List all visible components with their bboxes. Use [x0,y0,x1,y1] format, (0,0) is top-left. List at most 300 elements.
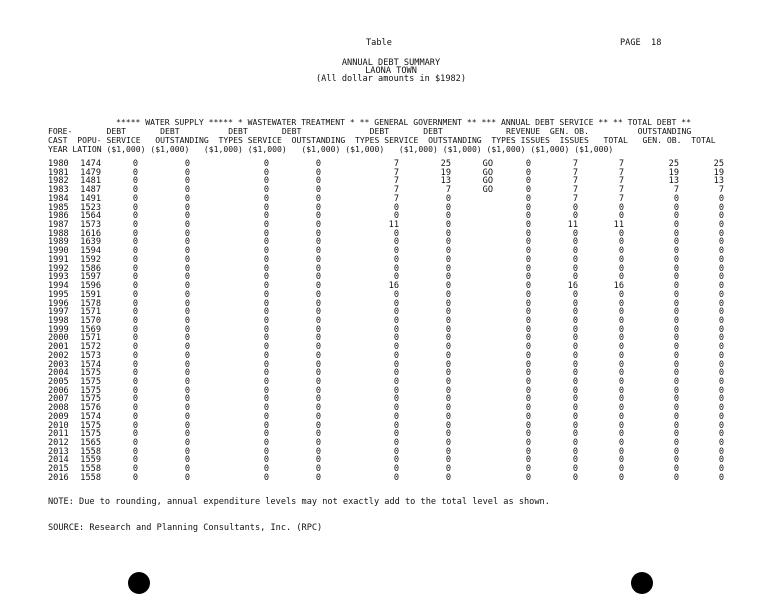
cell-total-debt-gen-ob: 13 [668,176,679,187]
cell-gengov-debt-outstanding: 0 [445,333,451,344]
cell-gengov-debt-service: 0 [393,342,399,353]
cell-wastewater-debt-service: 0 [263,411,269,422]
cell-year: 1997 [48,307,69,318]
cell-wastewater-debt-outstanding: 0 [315,159,321,169]
cell-wastewater-debt-service: 0 [263,446,269,457]
cell-wastewater-debt-outstanding: 0 [315,403,321,414]
cell-wastewater-debt-service: 0 [263,429,269,440]
cell-gen-ob-issues: 11 [567,220,578,231]
table-row [0,404,782,413]
cell-year: 2015 [48,464,69,475]
cell-total-debt-total: 0 [718,237,724,248]
cell-gengov-debt-outstanding: 0 [445,324,451,335]
cell-wastewater-debt-service: 0 [263,211,269,222]
cell-revenue-issues: 0 [525,446,531,457]
cell-gengov-debt-service: 0 [393,263,399,274]
cell-gen-ob-issues: 0 [572,263,578,274]
cell-year: 2004 [48,368,69,379]
cell-total-debt-gen-ob: 0 [673,359,679,370]
cell-annual-total: 0 [618,368,624,379]
cell-water-debt-service: 0 [132,342,138,353]
table-row [0,204,782,213]
cell-revenue-issues: 0 [525,359,531,370]
cell-year: 1992 [48,263,69,274]
cell-gengov-debt-service: 0 [393,307,399,318]
cell-wastewater-debt-outstanding: 0 [315,420,321,431]
cell-total-debt-gen-ob: 0 [673,411,679,422]
cell-water-debt-outstanding: 0 [184,368,190,379]
cell-year: 2001 [48,342,69,353]
cell-year: 1988 [48,228,69,239]
cell-water-debt-outstanding: 0 [184,385,190,396]
table-row [0,195,782,204]
cell-water-debt-outstanding: 0 [184,359,190,370]
cell-total-debt-gen-ob: 0 [673,429,679,440]
cell-gengov-debt-outstanding: 0 [445,193,451,204]
cell-year: 2013 [48,446,69,457]
binder-hole-right [631,572,653,594]
table-source: SOURCE: Research and Planning Consultants, Inc. (RPC) [48,523,323,533]
cell-gen-ob-issues: 0 [572,359,578,370]
cell-population: 1558 [80,446,101,457]
cell-population: 1597 [80,272,101,283]
cell-population: 1479 [80,167,101,178]
cell-wastewater-debt-outstanding: 0 [315,342,321,353]
table-row [0,160,782,169]
cell-year: 1993 [48,272,69,283]
cell-annual-total: 0 [618,211,624,222]
cell-water-debt-service: 0 [132,281,138,292]
cell-water-debt-service: 0 [132,411,138,422]
cell-annual-total: 7 [618,159,624,169]
cell-wastewater-debt-service: 0 [263,385,269,396]
cell-population: 1591 [80,289,101,300]
cell-total-debt-gen-ob: 0 [673,464,679,475]
cell-water-debt-service: 0 [132,350,138,361]
cell-total-debt-total: 0 [718,220,724,231]
cell-total-debt-total: 0 [718,446,724,457]
cell-total-debt-total: 0 [718,202,724,213]
column-header-line-3: YEAR LATION ($1,000) ($1,000) ($1,000) ($1,000) ($1,000) ($1,000) ($1,000) ($1,000) ($1,000) ($1,000) ($1,000) [48,144,614,154]
cell-year: 1980 [48,159,69,169]
cell-gengov-debt-outstanding: 0 [445,315,451,326]
cell-gengov-debt-outstanding: 0 [445,254,451,265]
cell-water-debt-service: 0 [132,464,138,475]
cell-gengov-debt-service: 0 [393,455,399,466]
cell-water-debt-outstanding: 0 [184,411,190,422]
cell-water-debt-service: 0 [132,429,138,440]
cell-year: 2014 [48,455,69,466]
cell-wastewater-debt-service: 0 [263,403,269,414]
cell-total-debt-total: 0 [718,193,724,204]
cell-year: 1987 [48,220,69,231]
cell-water-debt-service: 0 [132,324,138,335]
cell-wastewater-debt-service: 0 [263,289,269,300]
cell-wastewater-debt-outstanding: 0 [315,289,321,300]
cell-water-debt-outstanding: 0 [184,446,190,457]
cell-water-debt-service: 0 [132,420,138,431]
cell-year: 1986 [48,211,69,222]
column-header-line-1: FORE- DEBT DEBT DEBT DEBT DEBT DEBT REVENUE GEN. OB. OUTSTANDING [48,126,692,136]
cell-revenue-issues: 0 [525,350,531,361]
cell-gengov-debt-outstanding: 0 [445,403,451,414]
cell-wastewater-debt-service: 0 [263,220,269,231]
cell-annual-total: 7 [618,167,624,178]
cell-population: 1596 [80,281,101,292]
cell-annual-total: 7 [618,176,624,187]
cell-gengov-debt-service: 0 [393,403,399,414]
cell-population: 1573 [80,220,101,231]
table-row [0,291,782,300]
cell-revenue-issues: 0 [525,228,531,239]
cell-total-debt-gen-ob: 0 [673,246,679,257]
cell-year: 2012 [48,438,69,449]
cell-total-debt-total: 0 [718,272,724,283]
cell-year: 2000 [48,333,69,344]
cell-gengov-debt-outstanding: 0 [445,307,451,318]
cell-total-debt-gen-ob: 7 [673,185,679,196]
cell-gengov-debt-outstanding: 0 [445,385,451,396]
cell-annual-total: 0 [618,472,624,483]
cell-wastewater-debt-service: 0 [263,307,269,318]
cell-revenue-issues: 0 [525,307,531,318]
cell-wastewater-debt-service: 0 [263,254,269,265]
cell-annual-total: 0 [618,377,624,387]
cell-year: 1983 [48,185,69,196]
cell-total-debt-gen-ob: 0 [673,193,679,204]
cell-water-debt-outstanding: 0 [184,333,190,344]
cell-population: 1575 [80,385,101,396]
cell-gen-ob-issues: 0 [572,254,578,265]
table-row [0,177,782,186]
cell-wastewater-debt-outstanding: 0 [315,385,321,396]
cell-annual-total: 0 [618,359,624,370]
cell-water-debt-outstanding: 0 [184,429,190,440]
cell-year: 1991 [48,254,69,265]
cell-annual-total: 0 [618,272,624,283]
cell-total-debt-total: 0 [718,377,724,387]
cell-wastewater-debt-outstanding: 0 [315,333,321,344]
cell-total-debt-total: 0 [718,333,724,344]
table-row [0,247,782,256]
cell-revenue-issues: 0 [525,211,531,222]
cell-year: 1994 [48,281,69,292]
cell-gen-ob-issues: 0 [572,350,578,361]
cell-population: 1558 [80,464,101,475]
cell-total-debt-gen-ob: 0 [673,315,679,326]
cell-population: 1491 [80,193,101,204]
cell-total-debt-total: 0 [718,429,724,440]
cell-annual-total: 0 [618,228,624,239]
cell-water-debt-outstanding: 0 [184,350,190,361]
cell-wastewater-debt-service: 0 [263,176,269,187]
cell-annual-total: 0 [618,420,624,431]
cell-water-debt-outstanding: 0 [184,176,190,187]
cell-total-debt-total: 0 [718,464,724,475]
cell-gen-ob-issues: 0 [572,315,578,326]
cell-gengov-debt-outstanding: 0 [445,350,451,361]
cell-gengov-debt-service: 0 [393,472,399,483]
cell-revenue-issues: 0 [525,394,531,405]
cell-wastewater-debt-service: 0 [263,246,269,257]
cell-total-debt-gen-ob: 0 [673,403,679,414]
cell-gengov-types: GO [482,176,493,187]
cell-annual-total: 0 [618,315,624,326]
cell-water-debt-outstanding: 0 [184,298,190,309]
cell-population: 1571 [80,307,101,318]
cell-gen-ob-issues: 0 [572,289,578,300]
cell-gengov-debt-outstanding: 0 [445,438,451,449]
cell-water-debt-outstanding: 0 [184,289,190,300]
cell-total-debt-total: 0 [718,324,724,335]
cell-wastewater-debt-service: 0 [263,263,269,274]
cell-water-debt-service: 0 [132,472,138,483]
cell-water-debt-outstanding: 0 [184,211,190,222]
cell-revenue-issues: 0 [525,438,531,449]
cell-gengov-types: GO [482,159,493,169]
cell-population: 1575 [80,394,101,405]
column-header-line-2: CAST POPU- SERVICE OUTSTANDING TYPES SERVICE OUTSTANDING TYPES SERVICE OUTSTANDING TYPES ISSUES ISSUES TOTAL GEN. OB. TOTAL [48,135,716,145]
cell-year: 1982 [48,176,69,187]
table-row [0,422,782,431]
cell-wastewater-debt-service: 0 [263,159,269,169]
cell-water-debt-service: 0 [132,159,138,169]
cell-wastewater-debt-service: 0 [263,394,269,405]
cell-annual-total: 0 [618,446,624,457]
cell-wastewater-debt-outstanding: 0 [315,324,321,335]
cell-gen-ob-issues: 0 [572,455,578,466]
cell-wastewater-debt-service: 0 [263,315,269,326]
cell-year: 1989 [48,237,69,248]
cell-gengov-debt-service: 7 [393,185,399,196]
cell-annual-total: 7 [618,193,624,204]
cell-water-debt-service: 0 [132,359,138,370]
cell-gengov-debt-service: 0 [393,429,399,440]
cell-gengov-debt-service: 0 [393,272,399,283]
table-row [0,334,782,343]
cell-gengov-debt-service: 0 [393,202,399,213]
cell-gengov-debt-outstanding: 13 [440,176,451,187]
cell-annual-total: 0 [618,438,624,449]
cell-water-debt-service: 0 [132,263,138,274]
cell-annual-total: 0 [618,263,624,274]
cell-wastewater-debt-outstanding: 0 [315,237,321,248]
cell-revenue-issues: 0 [525,176,531,187]
cell-gengov-debt-service: 0 [393,211,399,222]
cell-water-debt-outstanding: 0 [184,438,190,449]
cell-water-debt-service: 0 [132,237,138,248]
cell-total-debt-total: 0 [718,342,724,353]
cell-population: 1578 [80,298,101,309]
table-row [0,256,782,265]
cell-water-debt-outstanding: 0 [184,472,190,483]
cell-total-debt-total: 0 [718,438,724,449]
cell-total-debt-total: 0 [718,307,724,318]
cell-gengov-debt-outstanding: 0 [445,359,451,370]
table-row [0,456,782,465]
cell-total-debt-gen-ob: 19 [668,167,679,178]
cell-annual-total: 0 [618,202,624,213]
report-entity: LAONA TOWN [365,66,417,76]
cell-gengov-debt-service: 0 [393,438,399,449]
cell-population: 1574 [80,411,101,422]
cell-annual-total: 0 [618,237,624,248]
cell-gengov-debt-outstanding: 0 [445,472,451,483]
cell-population: 1569 [80,324,101,335]
cell-wastewater-debt-outstanding: 0 [315,193,321,204]
cell-annual-total: 0 [618,429,624,440]
cell-total-debt-total: 0 [718,254,724,265]
cell-wastewater-debt-service: 0 [263,202,269,213]
cell-water-debt-outstanding: 0 [184,254,190,265]
cell-water-debt-outstanding: 0 [184,455,190,466]
cell-total-debt-total: 0 [718,394,724,405]
cell-total-debt-total: 0 [718,228,724,239]
cell-annual-total: 0 [618,254,624,265]
cell-gengov-debt-outstanding: 0 [445,298,451,309]
table-row [0,265,782,274]
cell-annual-total: 0 [618,333,624,344]
cell-wastewater-debt-service: 0 [263,167,269,178]
cell-wastewater-debt-outstanding: 0 [315,377,321,387]
table-row [0,448,782,457]
cell-total-debt-total: 0 [718,350,724,361]
cell-gen-ob-issues: 0 [572,324,578,335]
cell-total-debt-gen-ob: 0 [673,228,679,239]
cell-total-debt-total: 0 [718,289,724,300]
cell-gengov-debt-service: 0 [393,315,399,326]
cell-wastewater-debt-outstanding: 0 [315,246,321,257]
cell-revenue-issues: 0 [525,377,531,387]
cell-water-debt-outstanding: 0 [184,464,190,475]
cell-total-debt-gen-ob: 0 [673,237,679,248]
cell-water-debt-service: 0 [132,385,138,396]
cell-gengov-debt-service: 0 [393,446,399,457]
cell-wastewater-debt-outstanding: 0 [315,472,321,483]
cell-total-debt-total: 0 [718,298,724,309]
cell-revenue-issues: 0 [525,411,531,422]
cell-gengov-debt-outstanding: 0 [445,420,451,431]
cell-wastewater-debt-outstanding: 0 [315,272,321,283]
cell-water-debt-outstanding: 0 [184,394,190,405]
cell-gengov-debt-service: 11 [388,220,399,231]
cell-revenue-issues: 0 [525,167,531,178]
cell-water-debt-service: 0 [132,298,138,309]
cell-population: 1576 [80,403,101,414]
cell-population: 1481 [80,176,101,187]
cell-gengov-debt-outstanding: 0 [445,237,451,248]
cell-gen-ob-issues: 16 [567,281,578,292]
cell-water-debt-outstanding: 0 [184,228,190,239]
cell-revenue-issues: 0 [525,193,531,204]
cell-population: 1558 [80,472,101,483]
cell-total-debt-total: 0 [718,455,724,466]
cell-total-debt-total: 0 [718,368,724,379]
cell-population: 1474 [80,159,101,169]
cell-total-debt-gen-ob: 0 [673,324,679,335]
cell-population: 1574 [80,359,101,370]
cell-revenue-issues: 0 [525,246,531,257]
cell-total-debt-gen-ob: 0 [673,254,679,265]
cell-gengov-debt-service: 0 [393,298,399,309]
cell-gengov-debt-service: 0 [393,464,399,475]
cell-year: 1984 [48,193,69,204]
cell-gen-ob-issues: 0 [572,333,578,344]
table-row [0,317,782,326]
cell-wastewater-debt-service: 0 [263,472,269,483]
table-row [0,169,782,178]
cell-revenue-issues: 0 [525,403,531,414]
table-row [0,300,782,309]
cell-gengov-debt-outstanding: 0 [445,455,451,466]
cell-water-debt-service: 0 [132,211,138,222]
cell-wastewater-debt-service: 0 [263,324,269,335]
table-row [0,343,782,352]
cell-revenue-issues: 0 [525,342,531,353]
cell-revenue-issues: 0 [525,237,531,248]
cell-wastewater-debt-service: 0 [263,237,269,248]
cell-revenue-issues: 0 [525,254,531,265]
cell-year: 2016 [48,472,69,483]
cell-gen-ob-issues: 0 [572,420,578,431]
cell-revenue-issues: 0 [525,385,531,396]
cell-gengov-debt-outstanding: 0 [445,394,451,405]
cell-gengov-debt-service: 16 [388,281,399,292]
cell-gengov-types: GO [482,167,493,178]
cell-water-debt-outstanding: 0 [184,315,190,326]
cell-gengov-debt-outstanding: 0 [445,446,451,457]
cell-gen-ob-issues: 0 [572,272,578,283]
cell-total-debt-gen-ob: 0 [673,446,679,457]
cell-water-debt-outstanding: 0 [184,237,190,248]
cell-annual-total: 0 [618,289,624,300]
cell-revenue-issues: 0 [525,455,531,466]
cell-population: 1586 [80,263,101,274]
cell-total-debt-gen-ob: 0 [673,350,679,361]
cell-gengov-debt-outstanding: 0 [445,202,451,213]
cell-gengov-debt-service: 7 [393,159,399,169]
cell-gen-ob-issues: 0 [572,438,578,449]
cell-gengov-debt-service: 0 [393,420,399,431]
table-row [0,186,782,195]
cell-year: 2008 [48,403,69,414]
cell-population: 1523 [80,202,101,213]
table-note: NOTE: Due to rounding, annual expenditure levels may not exactly add to the total level as shown. [48,497,550,507]
cell-population: 1575 [80,429,101,440]
cell-water-debt-service: 0 [132,315,138,326]
cell-water-debt-outstanding: 0 [184,403,190,414]
cell-water-debt-outstanding: 0 [184,281,190,292]
cell-water-debt-outstanding: 0 [184,185,190,196]
table-row [0,352,782,361]
cell-wastewater-debt-outstanding: 0 [315,464,321,475]
cell-water-debt-service: 0 [132,438,138,449]
cell-water-debt-outstanding: 0 [184,307,190,318]
cell-revenue-issues: 0 [525,333,531,344]
cell-total-debt-gen-ob: 0 [673,420,679,431]
cell-year: 1996 [48,298,69,309]
cell-water-debt-service: 0 [132,228,138,239]
cell-gen-ob-issues: 0 [572,368,578,379]
cell-total-debt-total: 0 [718,263,724,274]
cell-total-debt-gen-ob: 0 [673,368,679,379]
cell-wastewater-debt-outstanding: 0 [315,429,321,440]
cell-water-debt-outstanding: 0 [184,324,190,335]
cell-year: 2010 [48,420,69,431]
table-row [0,361,782,370]
cell-total-debt-total: 0 [718,420,724,431]
cell-wastewater-debt-outstanding: 0 [315,211,321,222]
